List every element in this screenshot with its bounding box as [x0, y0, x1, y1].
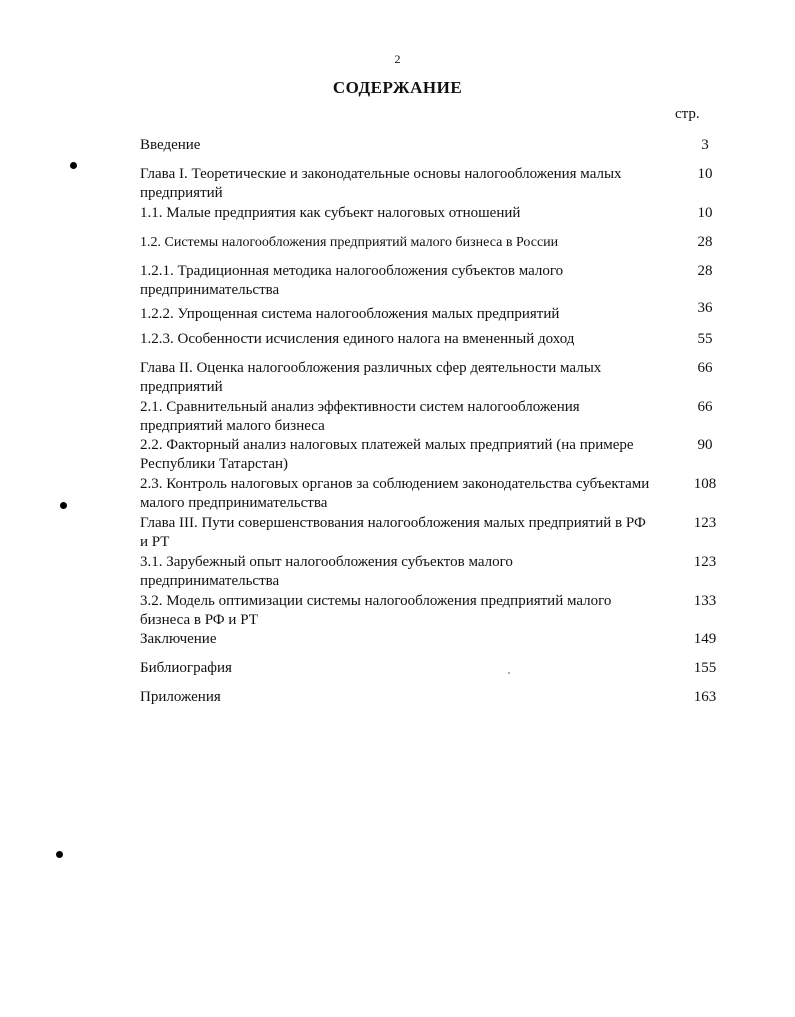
toc-entry-title: 2.2. Факторный анализ налоговых платежей малых предприятий (на примере Республики Татарстан): [140, 437, 634, 472]
toc-entry-title: 3.1. Зарубежный опыт налогообложения субъектов малого предпринимательства: [140, 554, 513, 589]
toc-entry-page: 149: [693, 631, 717, 647]
toc-entry-page: 155: [693, 660, 717, 676]
toc-entry-title: Библиография: [140, 660, 232, 676]
toc-entry-page: 123: [693, 515, 717, 531]
toc-entry-title: Приложения: [140, 689, 221, 705]
toc-entry-page: 66: [697, 360, 713, 376]
toc-entry-page: 28: [697, 234, 713, 250]
toc-entry-title: Глава I. Теоретические и законодательные основы налогообложения малых предприятий: [140, 166, 622, 201]
toc-entry-title: 1.1. Малые предприятия как субъект налоговых отношений: [140, 205, 521, 221]
toc-entry-title: Глава II. Оценка налогообложения различных сфер деятельности малых предприятий: [140, 360, 602, 395]
toc-entry-title: 1.2.3. Особенности исчисления единого налога на вмененный доход: [140, 331, 575, 347]
binding-hole-mark: [70, 162, 77, 169]
toc-entry-title: 2.3. Контроль налоговых органов за соблюдением законодательства субъектами малого предпринимательства: [140, 476, 650, 511]
toc-entry-page: 36: [697, 300, 713, 316]
binding-hole-mark: [56, 851, 63, 858]
toc-entry-page: 10: [697, 205, 713, 221]
toc-entry-page: 133: [693, 593, 717, 609]
toc-entry-title: 1.2.2. Упрощенная система налогообложения малых предприятий: [140, 306, 560, 322]
page-number: 2: [394, 52, 401, 66]
toc-entry-page: 90: [697, 437, 713, 453]
toc-entry-page: 10: [697, 166, 713, 182]
toc-entry-page: 123: [693, 554, 717, 570]
toc-entry-title: 1.2.1. Традиционная методика налогообложения субъектов малого предпринимательства: [140, 263, 564, 298]
toc-entry-title: Введение: [140, 137, 201, 153]
toc-entry-page: 28: [697, 263, 713, 279]
toc-entry-title: 3.2. Модель оптимизации системы налогообложения предприятий малого бизнеса в РФ и РТ: [140, 593, 612, 628]
toc-entry-page: 55: [697, 331, 713, 347]
toc-entry-title: Заключение: [140, 631, 217, 647]
toc-entry-title: 2.1. Сравнительный анализ эффективности систем налогообложения предприятий малого бизнеса: [140, 399, 580, 434]
toc-entry-page: 163: [693, 689, 717, 705]
document-title: СОДЕРЖАНИЕ: [332, 78, 463, 97]
binding-hole-mark: [60, 502, 67, 509]
toc-entry-page: 3: [701, 137, 709, 153]
scan-speck: [508, 672, 510, 674]
toc-entry-title: 1.2. Системы налогообложения предприятий малого бизнеса в России: [140, 235, 559, 250]
toc-entry-page: 66: [697, 399, 713, 415]
toc-entry-title: Глава III. Пути совершенствования налогообложения малых предприятий в РФ и РТ: [140, 515, 646, 550]
toc-entry-page: 108: [693, 476, 717, 492]
page-column-header: стр.: [675, 106, 700, 122]
